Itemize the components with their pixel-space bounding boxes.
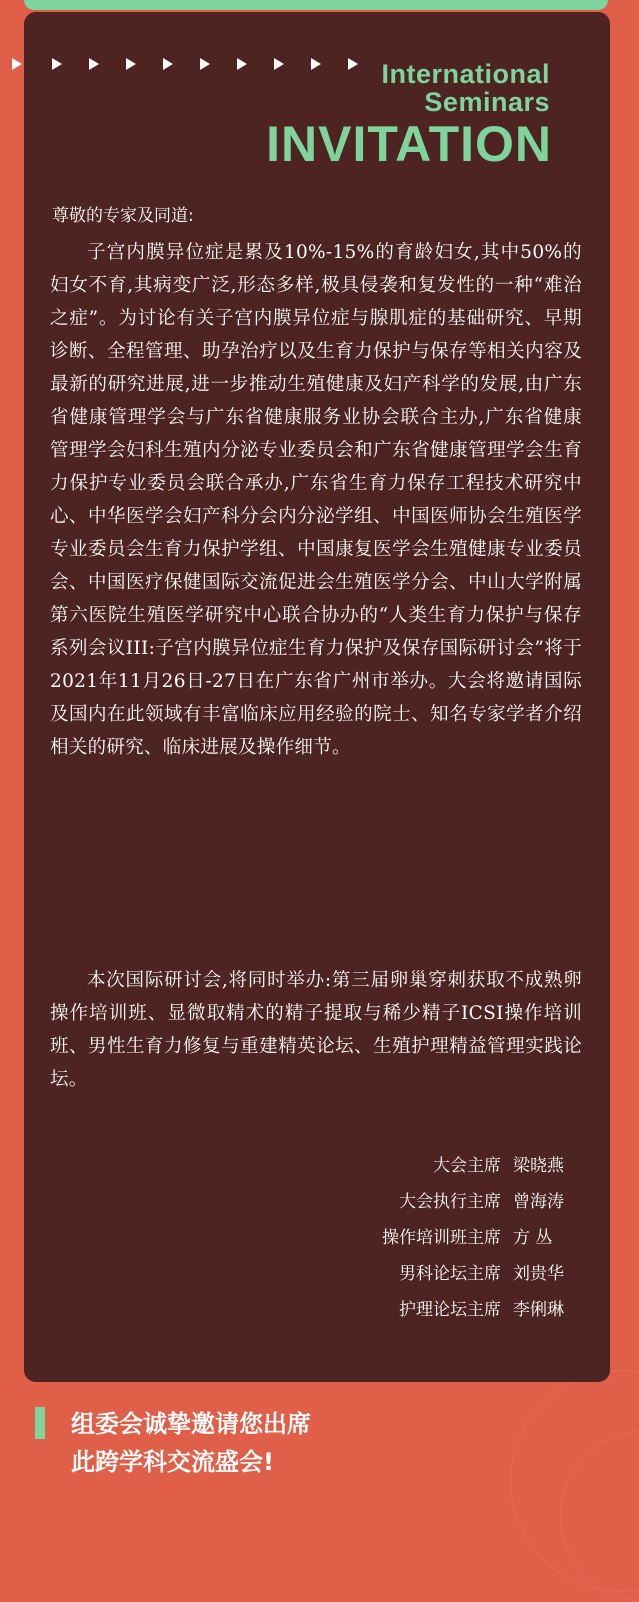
chair-title: 操作培训班主席 xyxy=(382,1228,501,1248)
body-paragraph-intro: 子宫内膜异位症是累及10%-15%的育龄妇女,其中50%的妇女不育,其病变广泛,形态多样,极具侵袭和复发性的一种“难治之症”。为讨论有关子宫内膜异位症与腺肌症的基础研究、早期诊断、全程管理、助孕治疗以及生育力保护与保存等相关内容及最新的研究进展,进一步推动生殖健康及妇产科学的发展,由广东省健康管理学会与广东省健康服务业协会联合主办,广东省健康管理学会妇科生殖内分泌专业委员会和广东省健康管理学会生育力保护专业委员会联合承办,广东省生育力保存工程技术研究中心、中华医学会妇产科分会内分泌学组、中国医师协会生殖医学专业委员会生育力保护学组、中国康复医学会生殖健康专业委员会、中国医疗保健国际交流促进会生殖医学分会、中山大学附属第六医院生殖医学研究中心联合协办的“人类生育力保护与保存系列会议III:子宫内膜异位症生育力保护及保存国际研讨会”将于2021年11月26日-27日在广东省广州市举办。大会将邀请国际及国内在此领域有丰富临床应用经验的院士、知名专家学者介绍相关的研究、临床进展及操作细节。 xyxy=(50,242,582,758)
play-arrow-icon xyxy=(237,58,247,70)
chair-row xyxy=(382,1292,579,1328)
chair-row xyxy=(382,1220,579,1256)
chair-list xyxy=(382,1148,579,1328)
play-arrow-icon xyxy=(163,58,173,70)
footer-text xyxy=(71,1405,551,1481)
chair-row xyxy=(382,1148,579,1184)
body-paragraph-events: 本次国际研讨会,将同时举办:第三届卵巢穿刺获取不成熟卵操作培训班、显微取精术的精子提取与稀少精子ICSI操作培训班、男性生育力修复与重建精英论坛、生殖护理精益管理实践论坛。 xyxy=(50,970,582,1090)
footer-accent-bar xyxy=(35,1407,45,1439)
chair-title: 护理论坛主席 xyxy=(399,1300,501,1320)
play-arrow-icon xyxy=(89,58,99,70)
chair-row xyxy=(382,1256,579,1292)
footer-line-1: 组委会诚挚邀请您出席 xyxy=(71,1410,311,1438)
play-arrow-icon xyxy=(200,58,210,70)
chair-title: 大会主席 xyxy=(433,1156,501,1176)
footer-line-2: 此跨学科交流盛会! xyxy=(71,1448,274,1476)
chair-name: 方 丛 xyxy=(513,1228,553,1248)
chair-name: 梁晓燕 xyxy=(513,1156,564,1176)
top-accent-strip xyxy=(24,0,608,10)
chair-title: 大会执行主席 xyxy=(399,1192,501,1212)
invitation-heading xyxy=(266,60,550,172)
heading-line-invitation: INVITATION xyxy=(266,116,552,172)
heading-line-international: International xyxy=(381,59,550,89)
greeting: 尊敬的专家及同道: xyxy=(52,206,194,226)
heading-line-seminars: Seminars xyxy=(424,87,550,117)
chair-name: 曾海涛 xyxy=(513,1192,564,1212)
chair-name: 刘贵华 xyxy=(513,1264,564,1284)
play-arrow-icon xyxy=(12,58,22,70)
play-arrow-icon xyxy=(126,58,136,70)
chair-row xyxy=(382,1184,579,1220)
chair-name: 李俐琳 xyxy=(513,1300,564,1320)
play-arrow-icon xyxy=(52,58,62,70)
chair-title: 男科论坛主席 xyxy=(399,1264,501,1284)
